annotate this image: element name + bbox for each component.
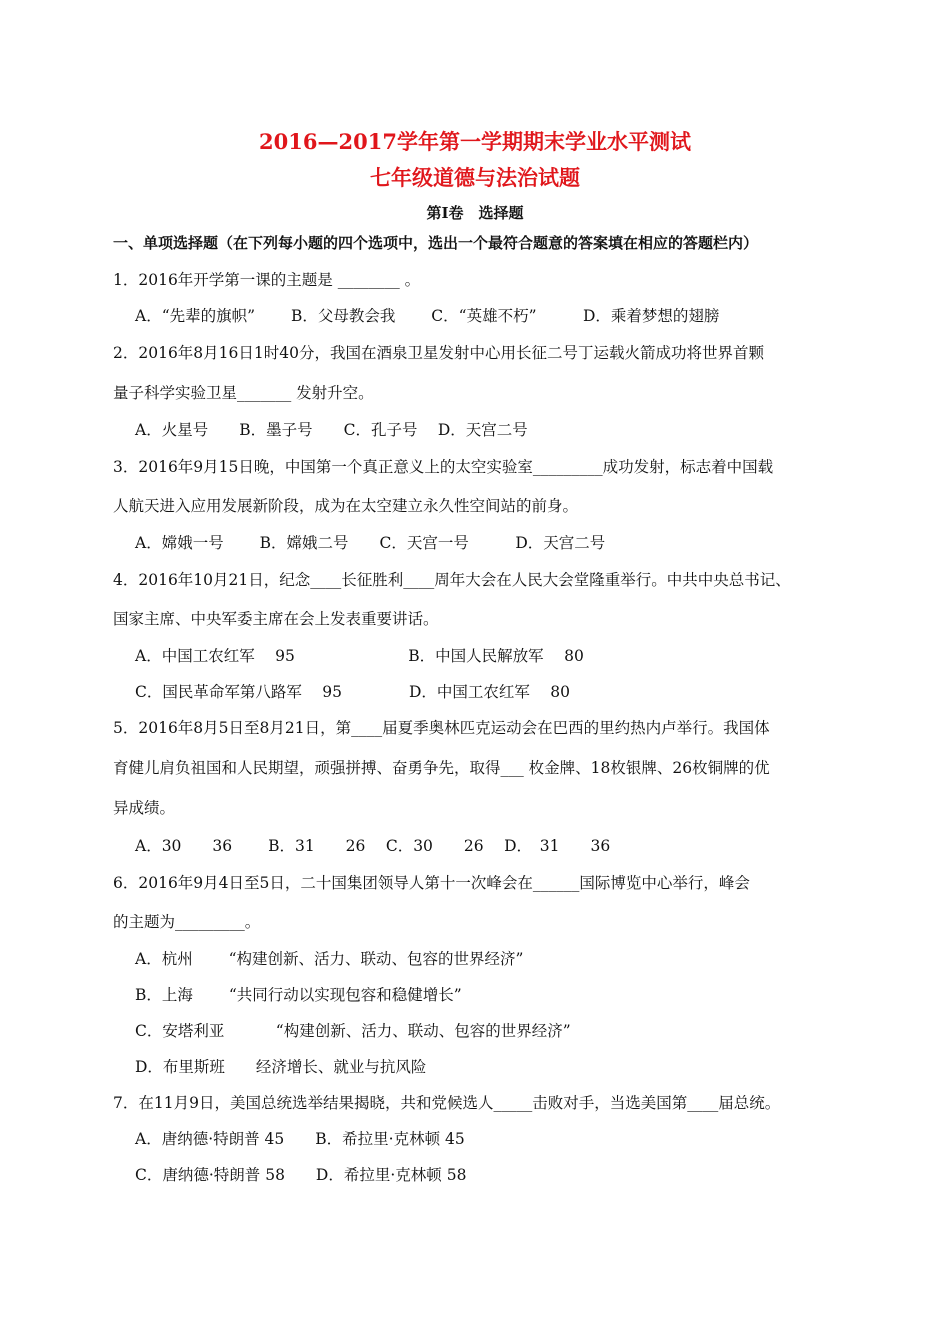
- question-4-options-ab: A．中国工农红军 95 B．中国人民解放军 80: [135, 647, 584, 665]
- exam-title: 2016—2017学年第一学期期末学业水平测试: [259, 129, 691, 154]
- exam-subject-title: 七年级道德与法治试题: [370, 165, 580, 190]
- question-3-options: A．嫦娥一号 B．嫦娥二号 C．天宫一号 D．天宫二号: [135, 534, 606, 552]
- question-3-stem-cont: 人航天进入应用发展新阶段，成为在太空建立永久性空间站的前身。: [113, 497, 579, 515]
- question-2-options: A．火星号 B．墨子号 C．孔子号 D．天宫二号: [135, 421, 528, 439]
- question-7-options-ab: A．唐纳德·特朗普 45 B．希拉里·克林顿 45: [135, 1130, 465, 1148]
- question-6-stem-cont: 的主题为_________。: [113, 913, 261, 931]
- question-5-stem: 5．2016年8月5日至8月21日，第____届夏季奥林匹克运动会在巴西的里约热内卢举行。我国体: [113, 719, 770, 737]
- question-4-stem: 4．2016年10月21日，纪念____长征胜利____周年大会在人民大会堂隆重举行。中共中央总书记、: [113, 571, 791, 589]
- question-6-option-a: A．杭州 “构建创新、活力、联动、包容的世界经济”: [135, 950, 524, 968]
- question-5-options: A．30 36 B．31 26 C．30 26 D． 31 36: [135, 837, 611, 855]
- question-4-options-cd: C．国民革命军第八路军 95 D．中国工农红军 80: [135, 683, 571, 701]
- question-5-stem-cont2: 异成绩。: [113, 799, 176, 817]
- question-2-stem: 2．2016年8月16日1时40分，我国在酒泉卫星发射中心用长征二号丁运载火箭成功将世界首颗: [113, 344, 764, 362]
- question-1-options: A．“先辈的旗帜” B．父母教会我 C．“英雄不朽” D．乘着梦想的翅膀: [135, 307, 720, 325]
- question-7-options-cd: C．唐纳德·特朗普 58 D．希拉里·克林顿 58: [135, 1166, 467, 1184]
- question-2-stem-cont: 量子科学实验卫星_______ 发射升空。: [113, 384, 374, 402]
- question-4-stem-cont: 国家主席、中央军委主席在会上发表重要讲话。: [113, 610, 439, 628]
- section-instructions: 一、单项选择题（在下列每小题的四个选项中，选出一个最符合题意的答案填在相应的答题栏内）: [113, 234, 759, 252]
- question-6-option-c: C．安塔利亚 “构建创新、活力、联动、包容的世界经济”: [135, 1022, 571, 1040]
- section-heading: 第Ⅰ卷 选择题: [426, 204, 524, 222]
- question-6-stem: 6．2016年9月4日至5日，二十国集团领导人第十一次峰会在______国际博览中心举行，峰会: [113, 874, 750, 892]
- question-6-option-b: B．上海 “共同行动以实现包容和稳健增长”: [135, 986, 462, 1004]
- question-7-stem: 7．在11月9日，美国总统选举结果揭晓，共和党候选人_____击败对手，当选美国第____届总统。: [113, 1094, 781, 1112]
- question-1-stem: 1．2016年开学第一课的主题是 ________ 。: [113, 271, 421, 289]
- question-5-stem-cont: 育健儿肩负祖国和人民期望，顽强拼搏、奋勇争先，取得___ 枚金牌、18枚银牌、26枚铜牌的优: [113, 759, 770, 777]
- question-3-stem: 3．2016年9月15日晚，中国第一个真正意义上的太空实验室_________成功发射，标志着中国载: [113, 458, 774, 476]
- question-6-option-d: D．布里斯班 经济增长、就业与抗风险: [135, 1058, 427, 1076]
